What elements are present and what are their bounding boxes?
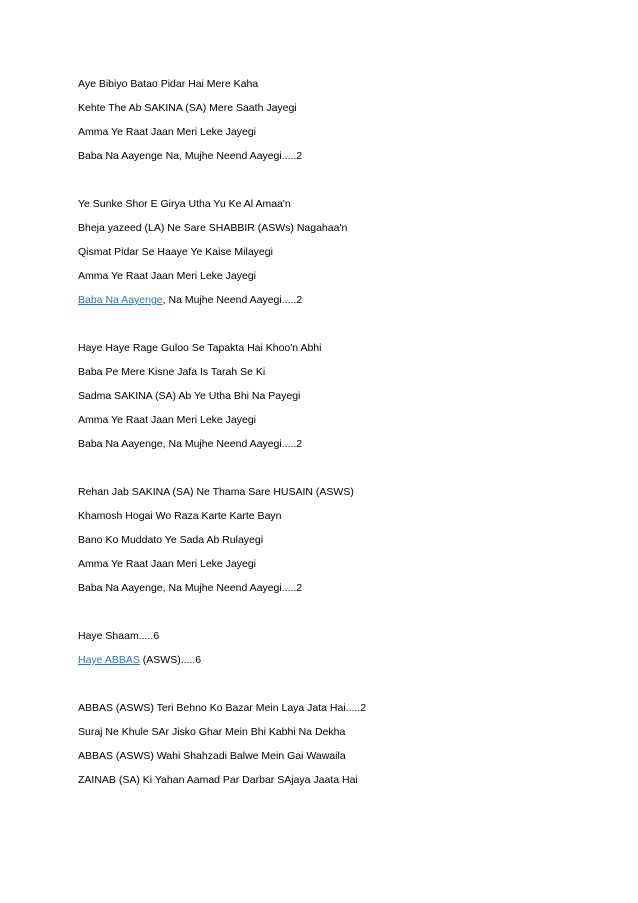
text-line: Qismat Pidar Se Haaye Ye Kaise Milayegi bbox=[78, 246, 273, 258]
text-line: Kehte The Ab SAKINA (SA) Mere Saath Jayegi bbox=[78, 102, 297, 114]
baba-na-aayenge-link[interactable]: Baba Na Aayenge bbox=[78, 294, 163, 306]
text-line: ABBAS (ASWS) Wahi Shahzadi Balwe Mein Gai Wawaila bbox=[78, 750, 346, 762]
text-line-with-link bbox=[78, 292, 598, 316]
text-line: ABBAS (ASWS) Teri Behno Ko Bazar Mein Laya Jata Hai.....2 bbox=[78, 702, 367, 714]
text-line: Baba Na Aayenge, Na Mujhe Neend Aayegi.....2 bbox=[78, 438, 303, 450]
text-line: Amma Ye Raat Jaan Meri Leke Jayegi bbox=[78, 414, 257, 426]
text-line: Sadma SAKINA (SA) Ab Ye Utha Bhi Na Payegi bbox=[78, 390, 301, 402]
text-line: Aye Bibiyo Batao Pidar Hai Mere Kaha bbox=[78, 78, 259, 90]
text-line-with-link bbox=[78, 652, 598, 676]
stanza-5 bbox=[78, 628, 598, 676]
stanza-6 bbox=[78, 700, 598, 796]
text-line: Khamosh Hogai Wo Raza Karte Karte Bayn bbox=[78, 510, 282, 522]
text-line: Suraj Ne Khule SAr Jisko Ghar Mein Bhi Kabhi Na Dekha bbox=[78, 726, 346, 738]
text-line-rest: , Na Mujhe Neend Aayegi.....2 bbox=[162, 294, 303, 306]
stanza-gap bbox=[78, 172, 598, 196]
text-line: ZAINAB (SA) Ki Yahan Aamad Par Darbar SAjaya Jaata Hai bbox=[78, 774, 358, 786]
text-line: Rehan Jab SAKINA (SA) Ne Thama Sare HUSAIN (ASWS) bbox=[78, 486, 354, 498]
text-line: Baba Pe Mere Kisne Jafa Is Tarah Se Ki bbox=[78, 366, 266, 378]
text-line-rest: (ASWS).....6 bbox=[139, 654, 202, 666]
document-page bbox=[78, 76, 598, 796]
stanza-4 bbox=[78, 484, 598, 604]
stanza-gap bbox=[78, 676, 598, 700]
text-line: Baba Na Aayenge Na, Mujhe Neend Aayegi.....2 bbox=[78, 150, 303, 162]
haye-abbas-link[interactable]: Haye ABBAS bbox=[78, 654, 140, 666]
text-line: Haye Shaam.....6 bbox=[78, 630, 160, 642]
text-line: Amma Ye Raat Jaan Meri Leke Jayegi bbox=[78, 558, 257, 570]
text-line: Bheja yazeed (LA) Ne Sare SHABBIR (ASWs) Nagahaa'n bbox=[78, 222, 348, 234]
text-line: Ye Sunke Shor E Girya Utha Yu Ke Al Amaa'n bbox=[78, 198, 291, 210]
text-line: Bano Ko Muddato Ye Sada Ab Rulayegi bbox=[78, 534, 264, 546]
stanza-2 bbox=[78, 196, 598, 316]
stanza-gap bbox=[78, 460, 598, 484]
stanza-1 bbox=[78, 76, 598, 172]
text-line: Amma Ye Raat Jaan Meri Leke Jayegi bbox=[78, 126, 257, 138]
stanza-gap bbox=[78, 604, 598, 628]
text-line: Haye Haye Rage Guloo Se Tapakta Hai Khoo'n Abhi bbox=[78, 342, 322, 354]
stanza-gap bbox=[78, 316, 598, 340]
stanza-3 bbox=[78, 340, 598, 460]
text-line: Baba Na Aayenge, Na Mujhe Neend Aayegi.....2 bbox=[78, 582, 303, 594]
text-line: Amma Ye Raat Jaan Meri Leke Jayegi bbox=[78, 270, 257, 282]
